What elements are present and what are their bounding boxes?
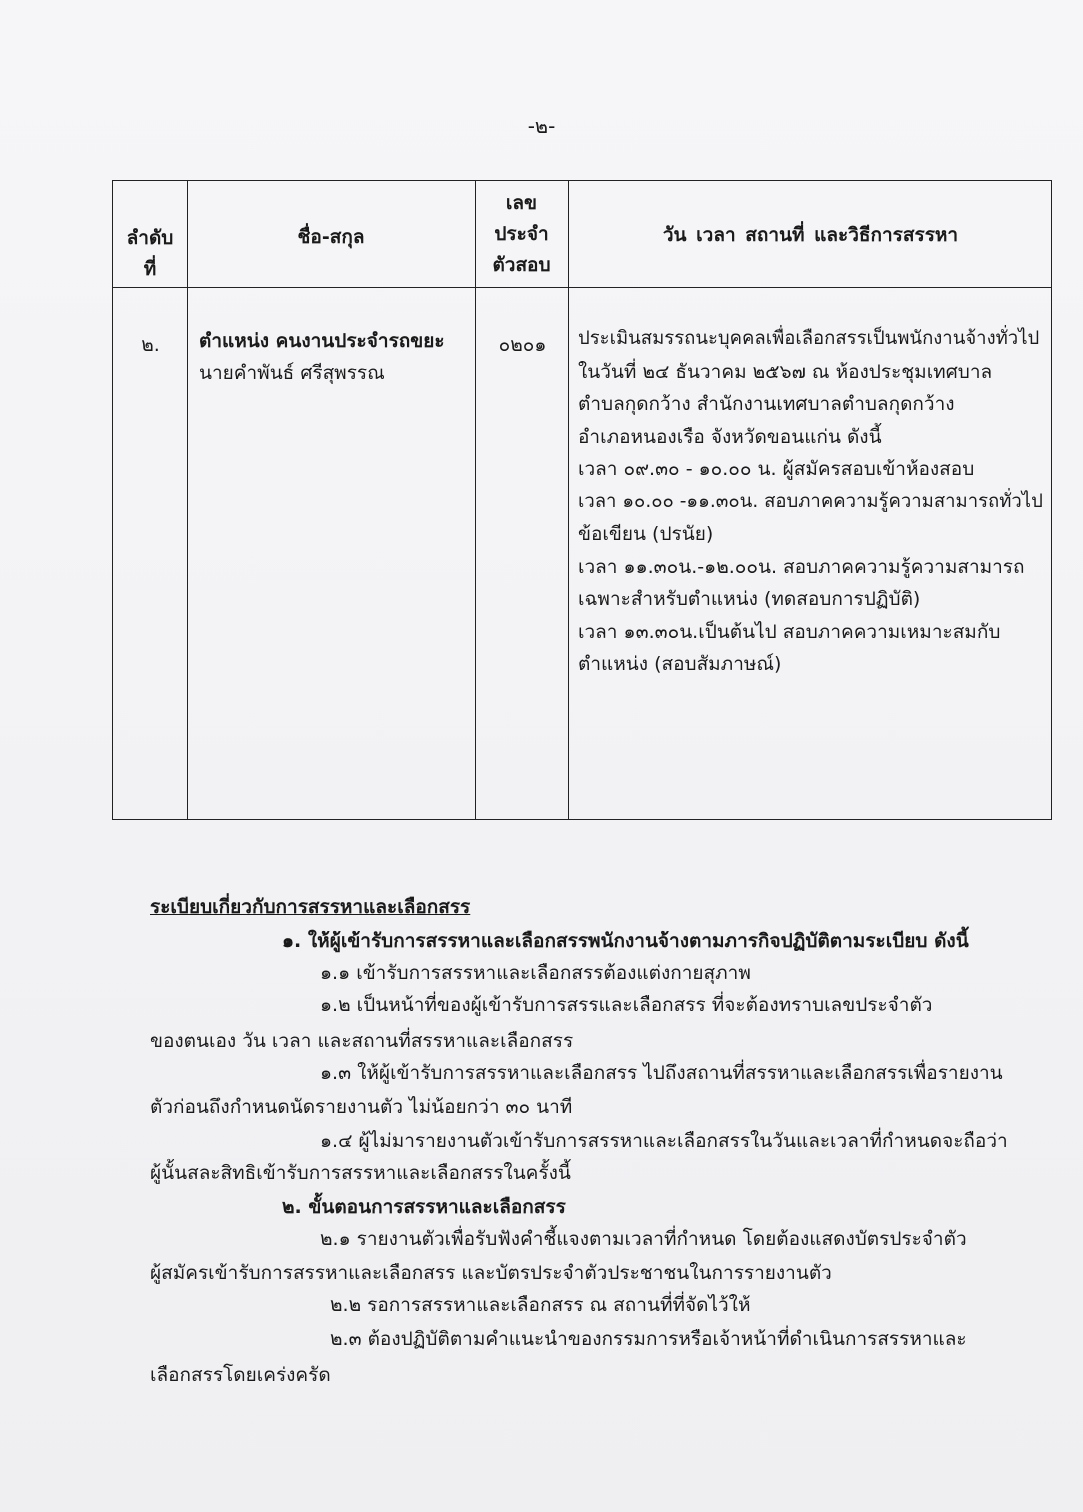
- header-seq-line: ลำดับ: [126, 227, 174, 249]
- rule-2-3-cont: เลือกสรรโดยเคร่งครัด: [150, 1364, 331, 1386]
- rule-1-4-cont: ผู้นั้นสละสิทธิเข้ารับการสรรหาและเลือกสรรในครั้งนี้: [150, 1162, 571, 1184]
- rules-heading: ระเบียบเกี่ยวกับการสรรหาและเลือกสรร: [150, 896, 471, 918]
- header-exam-id-line: ประจำ: [494, 223, 549, 245]
- row-exam-id: ๐๒๐๑: [498, 334, 547, 356]
- header-exam-id-line: ตัวสอบ: [492, 254, 551, 276]
- rule-1-3-cont: ตัวก่อนถึงกำหนดนัดรายงานตัว ไม่น้อยกว่า ๓๐ นาที: [150, 1096, 573, 1118]
- detail-line: เวลา ๑๐.๐๐ -๑๑.๓๐น. สอบภาคความรู้ความสามารถทั่วไป: [578, 490, 1043, 512]
- rule-1-1: ๑.๑ เข้ารับการสรรหาและเลือกสรรต้องแต่งกายสุภาพ: [320, 962, 751, 984]
- candidate-table: [112, 180, 1052, 820]
- rule-2-3: ๒.๓ ต้องปฏิบัติตามคำแนะนำของกรรมการหรือเจ้าหน้าที่ดำเนินการสรรหาและ: [330, 1328, 967, 1350]
- header-exam-id: [475, 188, 568, 281]
- section1-title: ๑. ให้ผู้เข้ารับการสรรหาและเลือกสรรพนักงานจ้างตามภารกิจปฏิบัติตามระเบียบ ดังนี้: [282, 930, 969, 952]
- header-seq: [113, 223, 187, 285]
- rule-1-2: ๑.๒ เป็นหน้าที่ของผู้เข้ารับการสรรและเลือกสรร ที่จะต้องทราบเลขประจำตัว: [320, 994, 933, 1016]
- row-name-cell: [199, 325, 479, 389]
- detail-line: ตำบลกุดกว้าง สำนักงานเทศบาลตำบลกุดกว้าง: [578, 393, 955, 415]
- rule-1-4: ๑.๔ ผู้ไม่มารายงานตัวเข้ารับการสรรหาและเลือกสรรในวันและเวลาที่กำหนดจะถือว่า: [320, 1130, 1008, 1152]
- detail-line: ในวันที่ ๒๔ ธันวาคม ๒๕๖๗ ณ ห้องประชุมเทศบาล: [578, 360, 993, 383]
- detail-line: ข้อเขียน (ปรนัย): [578, 523, 714, 545]
- detail-line: อำเภอหนองเรือ จังหวัดขอนแก่น ดังนี้: [578, 425, 882, 448]
- detail-line: ประเมินสมรรถนะบุคคลเพื่อเลือกสรรเป็นพนักงานจ้างทั่วไป: [578, 328, 1040, 349]
- rule-2-1-cont: ผู้สมัครเข้ารับการสรรหาและเลือกสรร และบัตรประจำตัวประชาชนในการรายงานตัว: [150, 1262, 832, 1284]
- detail-line: เวลา ๑๓.๓๐น.เป็นต้นไป สอบภาคความเหมาะสมกับ: [578, 620, 1001, 643]
- row-seq: ๒.: [141, 334, 160, 356]
- detail-line: เวลา ๑๑.๓๐น.-๑๒.๐๐น. สอบภาคความรู้ความสามารถ: [578, 555, 1025, 578]
- table-divider: [187, 181, 188, 819]
- header-name: ชื่อ-สกุล: [297, 226, 365, 248]
- row-position: ตำแหน่ง คนงานประจำรถขยะ: [199, 330, 445, 352]
- table-divider: [568, 181, 569, 819]
- header-details: วัน เวลา สถานที่ และวิธีการสรรหา: [662, 224, 959, 246]
- table-header-divider: [113, 287, 1051, 288]
- rule-2-1: ๒.๑ รายงานตัวเพื่อรับฟังคำชี้แจงตามเวลาที่กำหนด โดยต้องแสดงบัตรประจำตัว: [320, 1228, 967, 1250]
- header-exam-id-line: เลข: [505, 192, 538, 214]
- header-seq-line: ที่: [143, 258, 157, 280]
- row-details: [578, 323, 1048, 681]
- section2-title: ๒. ขั้นตอนการสรรหาและเลือกสรร: [282, 1196, 566, 1218]
- rule-2-2: ๒.๒ รอการสรรหาและเลือกสรร ณ สถานที่ที่จัดไว้ให้: [330, 1294, 751, 1316]
- detail-line: เฉพาะสำหรับตำแหน่ง (ทดสอบการปฏิบัติ): [578, 588, 921, 610]
- rule-1-2-cont: ของตนเอง วัน เวลา และสถานที่สรรหาและเลือกสรร: [150, 1030, 574, 1052]
- detail-line: เวลา ๐๙.๓๐ - ๑๐.๐๐ น. ผู้สมัครสอบเข้าห้องสอบ: [578, 458, 975, 480]
- row-person-name: นายคำพันธ์ ศรีสุพรรณ: [199, 362, 385, 384]
- page-number: -๒-: [527, 114, 556, 138]
- detail-line: ตำแหน่ง (สอบสัมภาษณ์): [578, 653, 782, 675]
- rule-1-3: ๑.๓ ให้ผู้เข้ารับการสรรหาและเลือกสรร ไปถึงสถานที่สรรหาและเลือกสรรเพื่อรายงาน: [320, 1062, 1003, 1084]
